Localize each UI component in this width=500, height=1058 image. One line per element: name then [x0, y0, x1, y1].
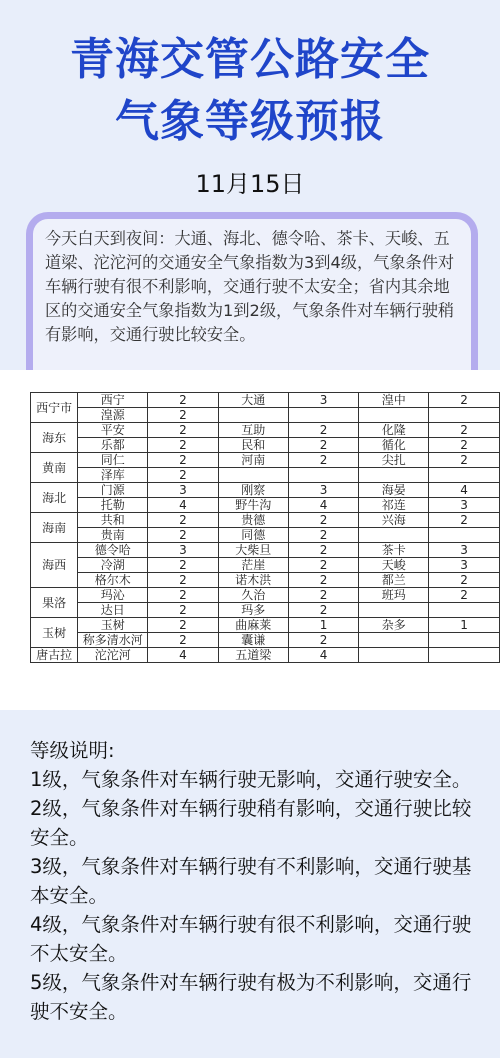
table-row	[31, 453, 500, 468]
location-1: 托勒	[78, 498, 148, 513]
index-1: 2	[148, 408, 219, 423]
table-row	[31, 498, 500, 513]
index-3: 2	[429, 573, 500, 588]
region-name: 唐古拉	[31, 648, 78, 663]
region-name: 海东	[31, 423, 78, 453]
location-1: 沱沱河	[78, 648, 148, 663]
table-row	[31, 633, 500, 648]
table-row	[31, 483, 500, 498]
index-1: 2	[148, 528, 219, 543]
index-3	[429, 633, 500, 648]
index-3: 3	[429, 498, 500, 513]
index-2: 2	[288, 438, 359, 453]
location-1: 玉树	[78, 618, 148, 633]
index-2: 2	[288, 558, 359, 573]
index-3	[429, 603, 500, 618]
index-1: 3	[148, 543, 219, 558]
location-3: 杂多	[359, 618, 429, 633]
location-2: 玛多	[218, 603, 288, 618]
index-3	[429, 408, 500, 423]
index-2: 2	[288, 543, 359, 558]
index-2: 3	[288, 483, 359, 498]
index-2: 2	[288, 528, 359, 543]
index-3	[429, 468, 500, 483]
location-2: 贵德	[218, 513, 288, 528]
table-row	[31, 603, 500, 618]
location-1: 共和	[78, 513, 148, 528]
location-3: 海晏	[359, 483, 429, 498]
index-3: 4	[429, 483, 500, 498]
index-1: 2	[148, 453, 219, 468]
index-3: 2	[429, 438, 500, 453]
location-3: 茶卡	[359, 543, 429, 558]
legend-item-2: 2级，气象条件对车辆行驶稍有影响，交通行驶比较安全。	[30, 797, 472, 849]
location-3	[359, 633, 429, 648]
forecast-date: 11月15日	[195, 170, 305, 198]
location-2: 大通	[218, 393, 288, 408]
table-row	[31, 648, 500, 663]
index-1: 4	[148, 498, 219, 513]
location-2: 囊谦	[218, 633, 288, 648]
location-1: 贵南	[78, 528, 148, 543]
location-1: 湟源	[78, 408, 148, 423]
index-1: 2	[148, 438, 219, 453]
location-1: 门源	[78, 483, 148, 498]
location-1: 格尔木	[78, 573, 148, 588]
index-2: 1	[288, 618, 359, 633]
location-1: 称多清水河	[78, 633, 148, 648]
legend-item-5: 5级，气象条件对车辆行驶有极为不利影响，交通行驶不安全。	[30, 971, 472, 1023]
table-row	[31, 543, 500, 558]
location-3	[359, 408, 429, 423]
location-2: 曲麻莱	[218, 618, 288, 633]
location-2: 民和	[218, 438, 288, 453]
forecast-summary: 今天白天到夜间：大通、海北、德令哈、茶卡、天峻、五道梁、沱沱河的交通安全气象指数为3到4级，气象条件对车辆行驶有很不利影响，交通行驶不太安全；省内其余地区的交通安全气象指数为1到2级，气象条件对车辆行驶稍有影响，交通行驶比较安全。	[26, 212, 478, 373]
region-name: 西宁市	[31, 393, 78, 423]
location-1: 平安	[78, 423, 148, 438]
location-3: 化隆	[359, 423, 429, 438]
index-1: 2	[148, 513, 219, 528]
location-3: 兴海	[359, 513, 429, 528]
location-3: 班玛	[359, 588, 429, 603]
index-1: 3	[148, 483, 219, 498]
location-2: 五道梁	[218, 648, 288, 663]
location-1: 达日	[78, 603, 148, 618]
forecast-table	[30, 392, 500, 663]
legend-item-4: 4级，气象条件对车辆行驶有很不利影响，交通行驶不太安全。	[30, 913, 472, 965]
region-name: 海南	[31, 513, 78, 543]
location-2: 刚察	[218, 483, 288, 498]
location-3	[359, 648, 429, 663]
index-3: 3	[429, 543, 500, 558]
location-1: 西宁	[78, 393, 148, 408]
index-2: 2	[288, 513, 359, 528]
location-3	[359, 528, 429, 543]
index-1: 2	[148, 603, 219, 618]
location-2	[218, 408, 288, 423]
location-2: 大柴旦	[218, 543, 288, 558]
page-title-line1: 青海交管公路安全	[70, 34, 430, 85]
index-2: 2	[288, 423, 359, 438]
table-row	[31, 588, 500, 603]
index-1: 2	[148, 573, 219, 588]
index-1: 2	[148, 588, 219, 603]
index-1: 4	[148, 648, 219, 663]
legend-heading: 等级说明:	[30, 739, 115, 762]
region-name: 海北	[31, 483, 78, 513]
index-3: 2	[429, 588, 500, 603]
location-1: 冷湖	[78, 558, 148, 573]
index-1: 2	[148, 468, 219, 483]
table-panel	[0, 370, 500, 710]
location-2	[218, 468, 288, 483]
table-row	[31, 423, 500, 438]
region-name: 果洛	[31, 588, 78, 618]
index-2: 2	[288, 603, 359, 618]
location-3: 湟中	[359, 393, 429, 408]
index-2	[288, 408, 359, 423]
forecast-table-body	[31, 393, 500, 663]
location-2: 互助	[218, 423, 288, 438]
location-2: 久治	[218, 588, 288, 603]
location-1: 玛沁	[78, 588, 148, 603]
index-2: 4	[288, 498, 359, 513]
index-3: 2	[429, 453, 500, 468]
legend-item-1: 1级，气象条件对车辆行驶无影响，交通行驶安全。	[30, 768, 472, 791]
location-2: 茫崖	[218, 558, 288, 573]
index-2	[288, 468, 359, 483]
location-2: 野牛沟	[218, 498, 288, 513]
location-3: 祁连	[359, 498, 429, 513]
legend-item-3: 3级，气象条件对车辆行驶有不利影响，交通行驶基本安全。	[30, 855, 472, 907]
region-name: 玉树	[31, 618, 78, 648]
table-row	[31, 558, 500, 573]
index-2: 2	[288, 588, 359, 603]
index-3: 3	[429, 558, 500, 573]
location-2: 河南	[218, 453, 288, 468]
table-row	[31, 528, 500, 543]
index-3: 2	[429, 513, 500, 528]
table-row	[31, 393, 500, 408]
table-row	[31, 408, 500, 423]
index-3: 2	[429, 423, 500, 438]
index-3: 1	[429, 618, 500, 633]
location-3: 尖扎	[359, 453, 429, 468]
location-1: 德令哈	[78, 543, 148, 558]
index-2: 2	[288, 453, 359, 468]
location-2: 同德	[218, 528, 288, 543]
index-2: 2	[288, 573, 359, 588]
location-3: 天峻	[359, 558, 429, 573]
location-3: 都兰	[359, 573, 429, 588]
location-3: 循化	[359, 438, 429, 453]
index-1: 2	[148, 618, 219, 633]
table-row	[31, 438, 500, 453]
index-1: 2	[148, 558, 219, 573]
index-1: 2	[148, 423, 219, 438]
location-1: 泽库	[78, 468, 148, 483]
grade-legend	[30, 736, 475, 1026]
location-3	[359, 468, 429, 483]
table-row	[31, 468, 500, 483]
index-1: 2	[148, 393, 219, 408]
index-3	[429, 648, 500, 663]
index-3: 2	[429, 393, 500, 408]
page-title-line2: 气象等级预报	[115, 96, 385, 147]
index-2: 4	[288, 648, 359, 663]
index-1: 2	[148, 633, 219, 648]
location-1: 同仁	[78, 453, 148, 468]
location-2: 诺木洪	[218, 573, 288, 588]
table-row	[31, 513, 500, 528]
region-name: 海西	[31, 543, 78, 588]
index-3	[429, 528, 500, 543]
region-name: 黄南	[31, 453, 78, 483]
table-row	[31, 618, 500, 633]
index-2: 2	[288, 633, 359, 648]
location-1: 乐都	[78, 438, 148, 453]
index-2: 3	[288, 393, 359, 408]
location-3	[359, 603, 429, 618]
table-row	[31, 573, 500, 588]
